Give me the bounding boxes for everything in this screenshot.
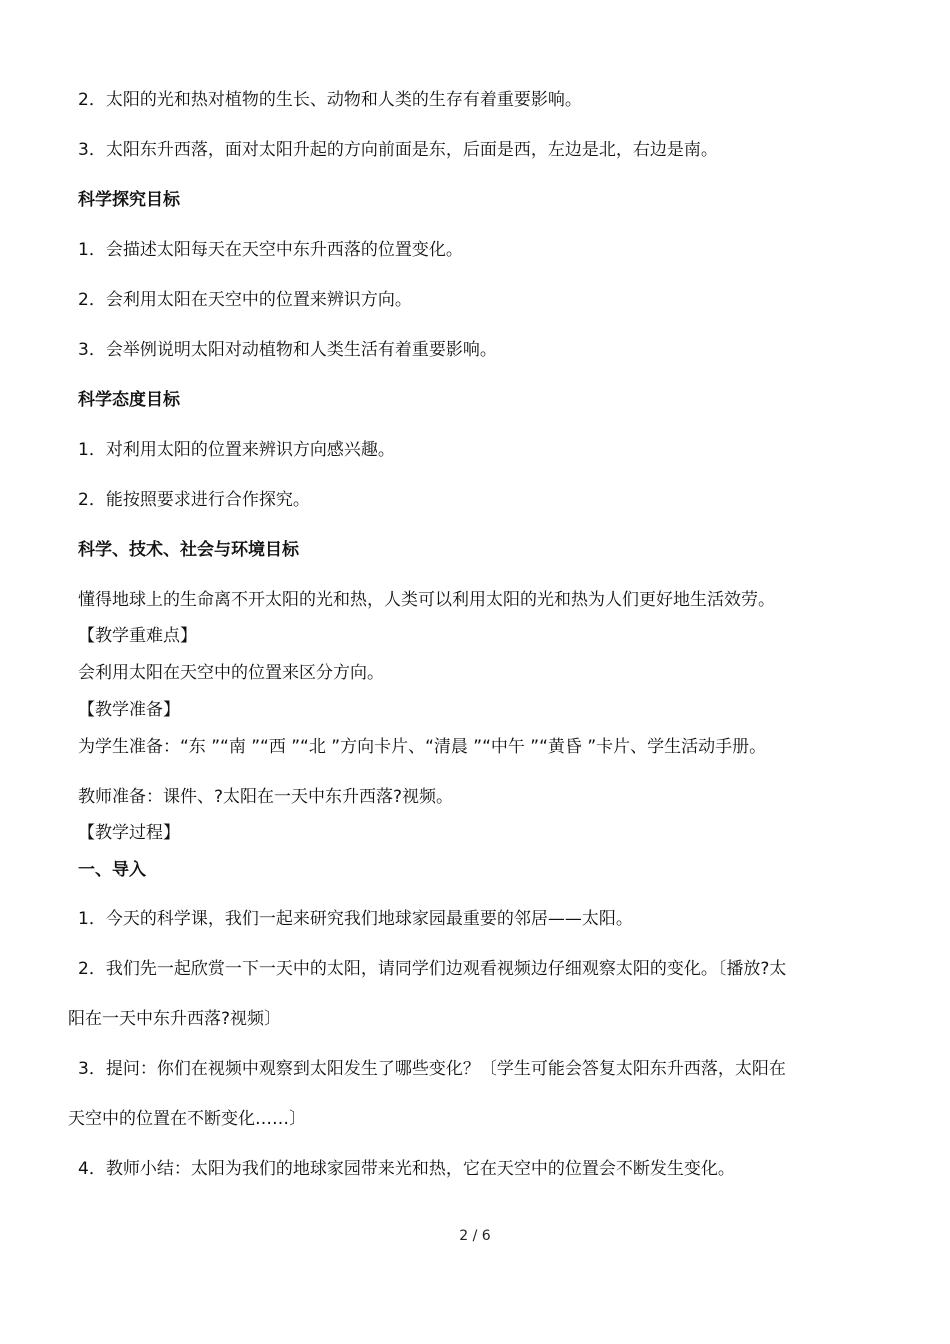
section-heading: 一、导入	[78, 860, 146, 880]
paragraph-line: 2．太阳的光和热对植物的生长、动物和人类的生存有着重要影响。	[78, 90, 582, 110]
paragraph-line: 教师准备：课件、?太阳在一天中东升西落?视频。	[78, 787, 454, 807]
paragraph-line: 天空中的位置在不断变化……〕	[68, 1109, 306, 1129]
page-number: 2 / 6	[459, 1228, 491, 1244]
section-heading: 科学、技术、社会与环境目标	[78, 540, 299, 560]
paragraph-line: 1．今天的科学课，我们一起来研究我们地球家园最重要的邻居——太阳。	[78, 909, 633, 929]
paragraph-line: 2．会利用太阳在天空中的位置来辨识方向。	[78, 290, 412, 310]
section-heading: 科学态度目标	[78, 390, 180, 410]
section-heading: 科学探究目标	[78, 190, 180, 210]
bracket-heading: 【教学准备】	[78, 700, 180, 720]
paragraph-line: 1．对利用太阳的位置来辨识方向感兴趣。	[78, 440, 395, 460]
paragraph-line: 1．会描述太阳每天在天空中东升西落的位置变化。	[78, 240, 463, 260]
bracket-heading: 【教学过程】	[78, 823, 180, 843]
paragraph-line: 2．我们先一起欣赏一下一天中的太阳，请同学们边观看视频边仔细观察太阳的变化。〔播放?太	[78, 959, 787, 979]
paragraph-line: 3．会举例说明太阳对动植物和人类生活有着重要影响。	[78, 340, 497, 360]
bracket-heading: 【教学重难点】	[78, 626, 197, 646]
paragraph-line: 3．太阳东升西落，面对太阳升起的方向前面是东，后面是西，左边是北，右边是南。	[78, 140, 718, 160]
paragraph-line: 4．教师小结：太阳为我们的地球家园带来光和热，它在天空中的位置会不断发生变化。	[78, 1159, 735, 1179]
paragraph-line: 会利用太阳在天空中的位置来区分方向。	[78, 663, 384, 683]
paragraph-line: 为学生准备：“东 ”“南 ”“西 ”“北 ”方向卡片、“清晨 ”“中午 ”“黄昏 ”卡片、学生活动手册。	[78, 737, 767, 757]
paragraph-line: 阳在一天中东升西落?视频〕	[68, 1009, 282, 1029]
paragraph-line: 2．能按照要求进行合作探究。	[78, 490, 310, 510]
paragraph-line: 3．提问：你们在视频中观察到太阳发生了哪些变化？〔学生可能会答复太阳东升西落，太阳在	[78, 1059, 786, 1079]
paragraph-line: 懂得地球上的生命离不开太阳的光和热，人类可以利用太阳的光和热为人们更好地生活效劳。	[78, 590, 775, 610]
